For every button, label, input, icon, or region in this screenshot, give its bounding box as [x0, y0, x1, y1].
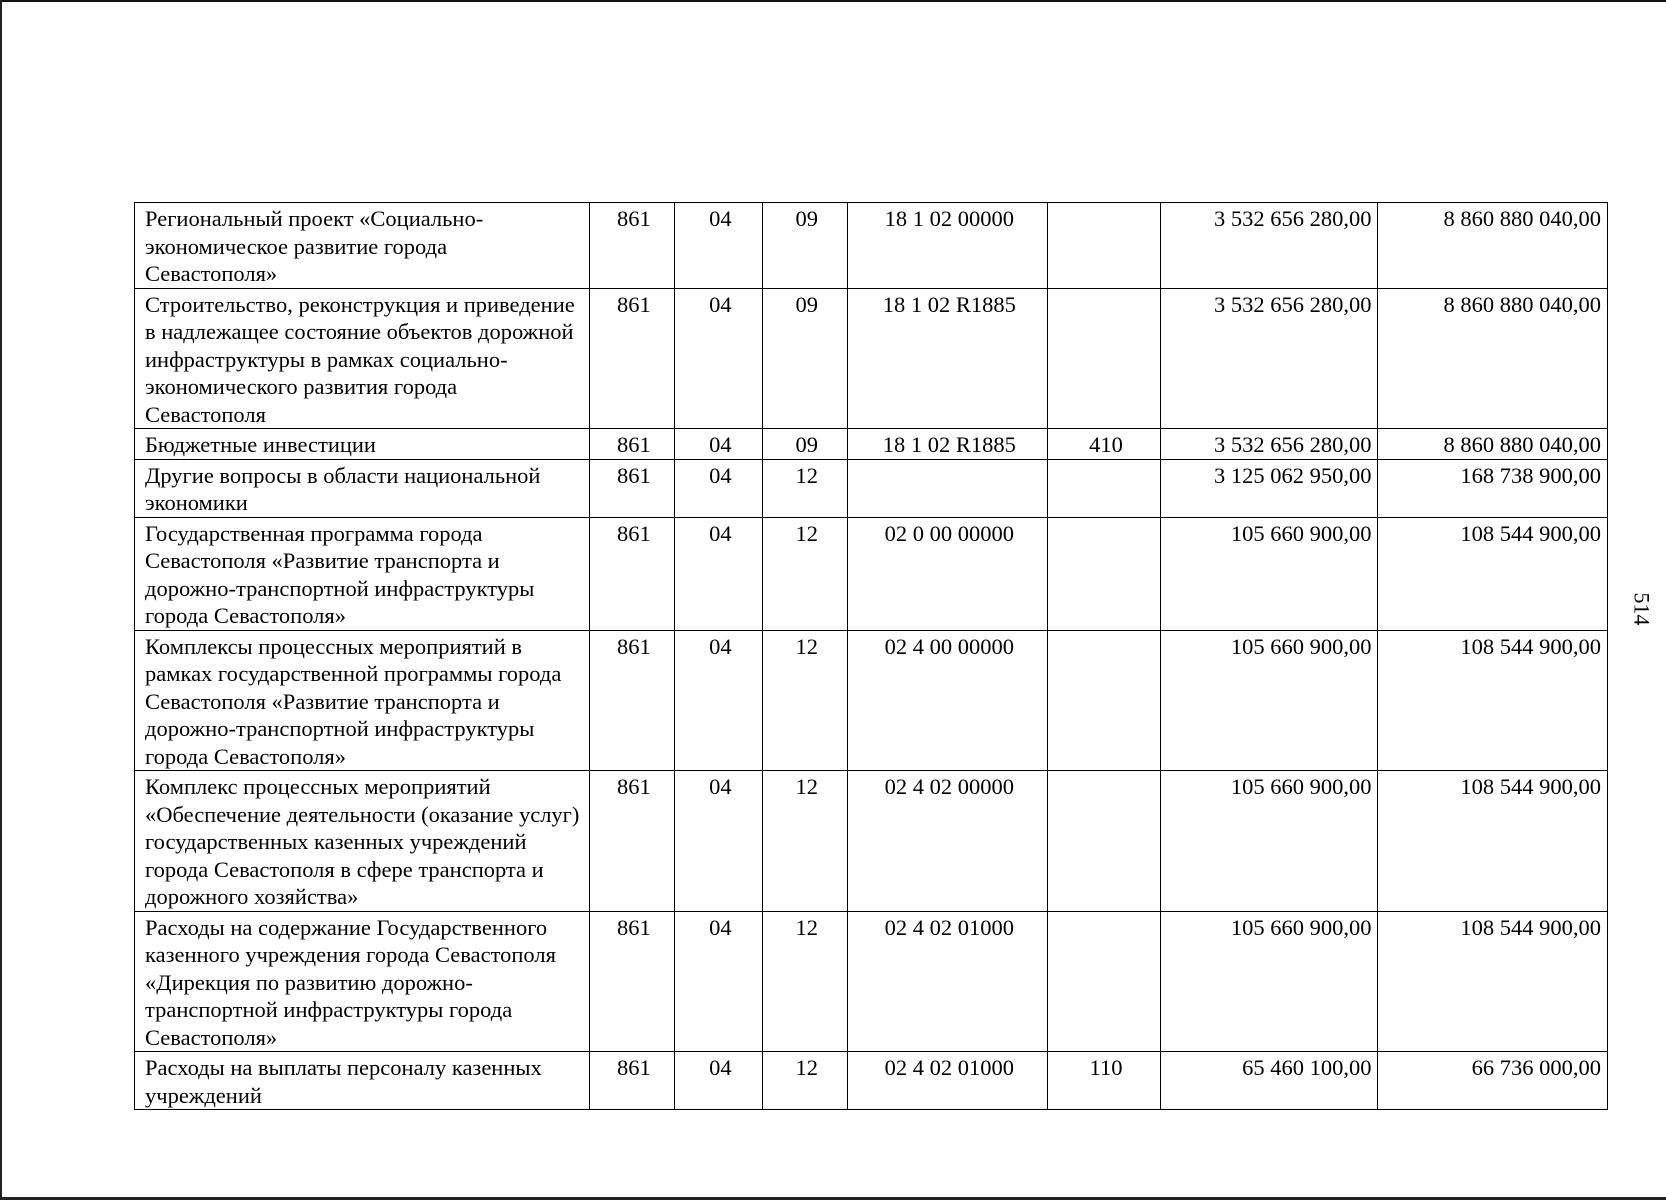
table-row: [135, 630, 1608, 771]
row-vr: [1047, 911, 1160, 1052]
row-pr: 12: [762, 630, 847, 771]
row-grbs: 861: [589, 1052, 674, 1110]
row-rz: 04: [674, 911, 762, 1052]
row-rz: 04: [674, 459, 762, 517]
row-sum-1: 105 660 900,00: [1161, 911, 1378, 1052]
row-sum-1: 3 532 656 280,00: [1161, 429, 1378, 460]
row-csr: 02 4 00 00000: [847, 630, 1047, 771]
table-row: [135, 771, 1608, 912]
row-csr: 02 4 02 01000: [847, 1052, 1047, 1110]
row-pr: 09: [762, 288, 847, 429]
row-sum-1: 105 660 900,00: [1161, 771, 1378, 912]
table-row: [135, 1052, 1608, 1110]
row-grbs: 861: [589, 911, 674, 1052]
row-sum-2: 8 860 880 040,00: [1378, 429, 1608, 460]
row-grbs: 861: [589, 771, 674, 912]
row-name: Расходы на содержание Государственного казенного учреждения города Севастополя «Дирекция по развитию дорожно-транспортной инфраструктуры города Севастополя»: [135, 911, 590, 1052]
row-sum-1: 3 532 656 280,00: [1161, 288, 1378, 429]
row-name: Государственная программа города Севастополя «Развитие транспорта и дорожно-транспортной инфраструктуры города Севастополя»: [135, 517, 590, 630]
row-sum-2: 108 544 900,00: [1378, 911, 1608, 1052]
row-sum-1: 3 532 656 280,00: [1161, 203, 1378, 289]
row-grbs: 861: [589, 630, 674, 771]
table-row: [135, 459, 1608, 517]
row-pr: 09: [762, 203, 847, 289]
budget-table: [134, 202, 1608, 1110]
row-name: Комплекс процессных мероприятий «Обеспечение деятельности (оказание услуг) государственных казенных учреждений города Севастополя в сфере транспорта и дорожного хозяйства»: [135, 771, 590, 912]
row-sum-2: 108 544 900,00: [1378, 771, 1608, 912]
row-grbs: 861: [589, 459, 674, 517]
row-pr: 12: [762, 459, 847, 517]
row-grbs: 861: [589, 288, 674, 429]
row-sum-1: 105 660 900,00: [1161, 517, 1378, 630]
row-vr: [1047, 288, 1160, 429]
table-row: [135, 517, 1608, 630]
table-row: [135, 288, 1608, 429]
row-pr: 12: [762, 517, 847, 630]
row-csr: 02 4 02 01000: [847, 911, 1047, 1052]
table-row: [135, 911, 1608, 1052]
row-csr: 02 0 00 00000: [847, 517, 1047, 630]
row-grbs: 861: [589, 203, 674, 289]
row-name: Бюджетные инвестиции: [135, 429, 590, 460]
row-rz: 04: [674, 1052, 762, 1110]
row-csr: 02 4 02 00000: [847, 771, 1047, 912]
row-vr: [1047, 517, 1160, 630]
row-sum-1: 65 460 100,00: [1161, 1052, 1378, 1110]
row-rz: 04: [674, 630, 762, 771]
row-sum-2: 66 736 000,00: [1378, 1052, 1608, 1110]
table-body: [135, 203, 1608, 1110]
row-rz: 04: [674, 771, 762, 912]
page-number: 514: [1629, 592, 1655, 626]
table-row: [135, 203, 1608, 289]
row-pr: 12: [762, 771, 847, 912]
row-name: Расходы на выплаты персоналу казенных учреждений: [135, 1052, 590, 1110]
row-sum-2: 168 738 900,00: [1378, 459, 1608, 517]
row-sum-2: 108 544 900,00: [1378, 517, 1608, 630]
row-vr: [1047, 203, 1160, 289]
row-pr: 09: [762, 429, 847, 460]
row-sum-1: 3 125 062 950,00: [1161, 459, 1378, 517]
row-sum-2: 8 860 880 040,00: [1378, 288, 1608, 429]
row-rz: 04: [674, 203, 762, 289]
row-csr: 18 1 02 R1885: [847, 288, 1047, 429]
scan-border-left: [0, 0, 2, 1200]
row-vr: [1047, 771, 1160, 912]
row-csr: 18 1 02 00000: [847, 203, 1047, 289]
row-sum-2: 8 860 880 040,00: [1378, 203, 1608, 289]
row-vr: [1047, 630, 1160, 771]
row-rz: 04: [674, 288, 762, 429]
row-grbs: 861: [589, 429, 674, 460]
row-name: Комплексы процессных мероприятий в рамках государственной программы города Севастополя «Развитие транспорта и дорожно-транспортной инфраструктуры города Севастополя»: [135, 630, 590, 771]
row-rz: 04: [674, 429, 762, 460]
scan-border-top: [0, 0, 1666, 2]
row-grbs: 861: [589, 517, 674, 630]
row-vr: 410: [1047, 429, 1160, 460]
row-vr: 110: [1047, 1052, 1160, 1110]
row-name: Строительство, реконструкция и приведение в надлежащее состояние объектов дорожной инфраструктуры в рамках социально-экономического развития города Севастополя: [135, 288, 590, 429]
table-row: [135, 429, 1608, 460]
row-vr: [1047, 459, 1160, 517]
row-name: Региональный проект «Социально-экономическое развитие города Севастополя»: [135, 203, 590, 289]
row-csr: [847, 459, 1047, 517]
row-name: Другие вопросы в области национальной экономики: [135, 459, 590, 517]
row-csr: 18 1 02 R1885: [847, 429, 1047, 460]
row-rz: 04: [674, 517, 762, 630]
row-pr: 12: [762, 1052, 847, 1110]
row-pr: 12: [762, 911, 847, 1052]
row-sum-2: 108 544 900,00: [1378, 630, 1608, 771]
row-sum-1: 105 660 900,00: [1161, 630, 1378, 771]
